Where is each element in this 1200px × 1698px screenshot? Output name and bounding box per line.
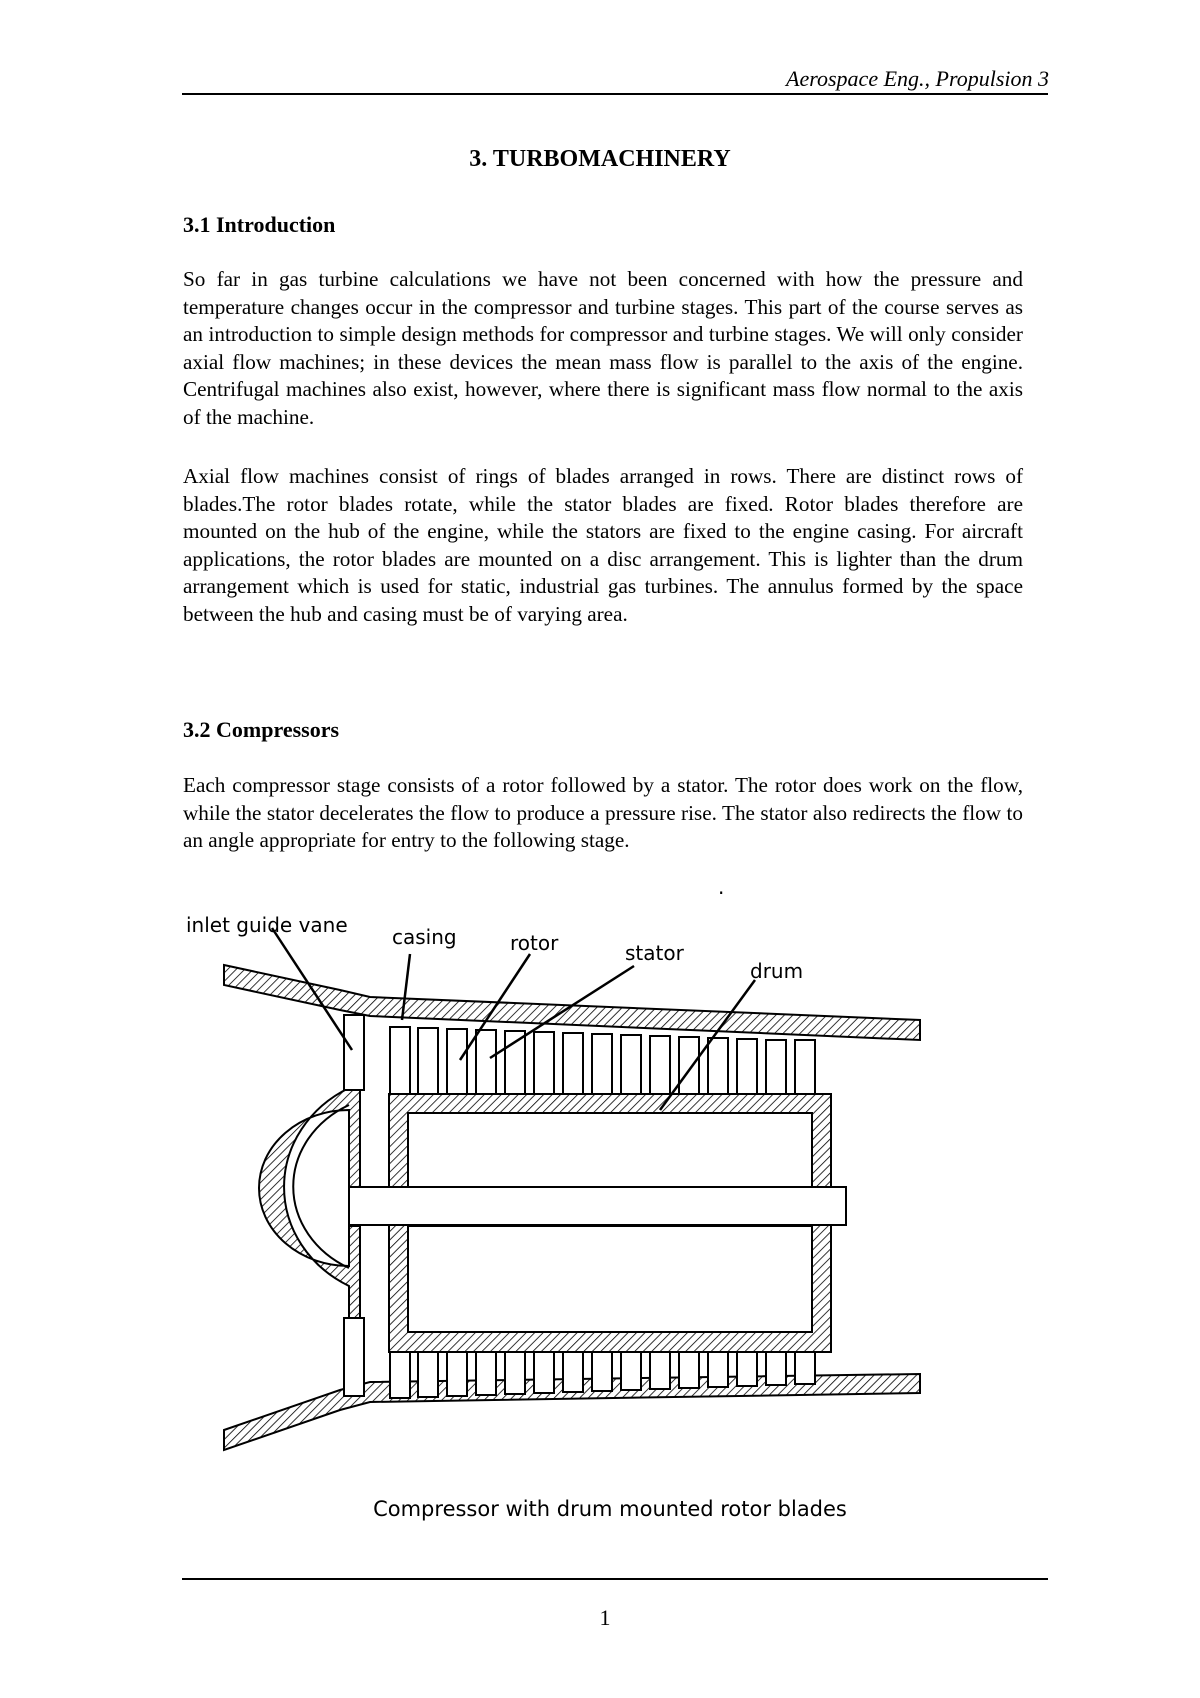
footer-rule: [182, 1578, 1048, 1580]
label-rotor: rotor: [510, 931, 559, 955]
section-heading-introduction: 3.1 Introduction: [183, 212, 336, 237]
shaft: [349, 1187, 846, 1225]
chapter-title: 3. TURBOMACHINERY: [469, 146, 731, 172]
inlet-guide-vane-upper: [344, 1015, 364, 1090]
intro-paragraph-1: So far in gas turbine calculations we have not been concerned with how the pressure and temperature changes occur in the compressor and turbine stages. This part of the course serves as an introduction to simple design methods for compressor and turbine stages. We will only consider axial flow machines; in these devices the mean mass flow is parallel to the axis of the engine. Centrifugal machines also exist, however, where there is significant mass flow normal to the axis of the machine.: [183, 267, 1023, 429]
page-number: 1: [599, 1605, 611, 1630]
label-casing: casing: [392, 925, 457, 949]
inlet-guide-vane-lower: [344, 1318, 364, 1396]
upper-blade-rows: [390, 1027, 815, 1094]
running-header: Aerospace Eng., Propulsion 3: [786, 66, 1049, 91]
stray-mark: .: [718, 875, 725, 899]
label-drum: drum: [750, 959, 804, 983]
label-inlet-guide-vane: inlet guide vane: [186, 913, 348, 937]
section-heading-compressors: 3.2 Compressors: [183, 717, 340, 742]
nose-cone: [259, 1088, 360, 1326]
compressors-paragraph-1: Each compressor stage consists of a rotor followed by a stator. The rotor does work on the flow, while the stator decelerates the flow to produce a pressure rise. The stator also redirects the flow to an angle appropriate for entry to the following stage.: [183, 773, 1023, 853]
intro-paragraph-2: Axial flow machines consist of rings of blades arranged in rows. There are distinct rows of blades.The rotor blades rotate, while the stator blades are fixed. Rotor blades therefore are mounted on the hub of the engine, while the stators are fixed to the engine casing. For aircraft applications, the rotor blades are mounted on a disc arrangement. This is lighter than the drum arrangement which is used for static, industrial gas turbines. The annulus formed by the space between the hub and casing must be of varying area.: [183, 464, 1023, 626]
label-stator: stator: [625, 941, 684, 965]
upper-casing: [224, 965, 920, 1040]
figure-caption: Compressor with drum mounted rotor blades: [373, 1497, 847, 1521]
